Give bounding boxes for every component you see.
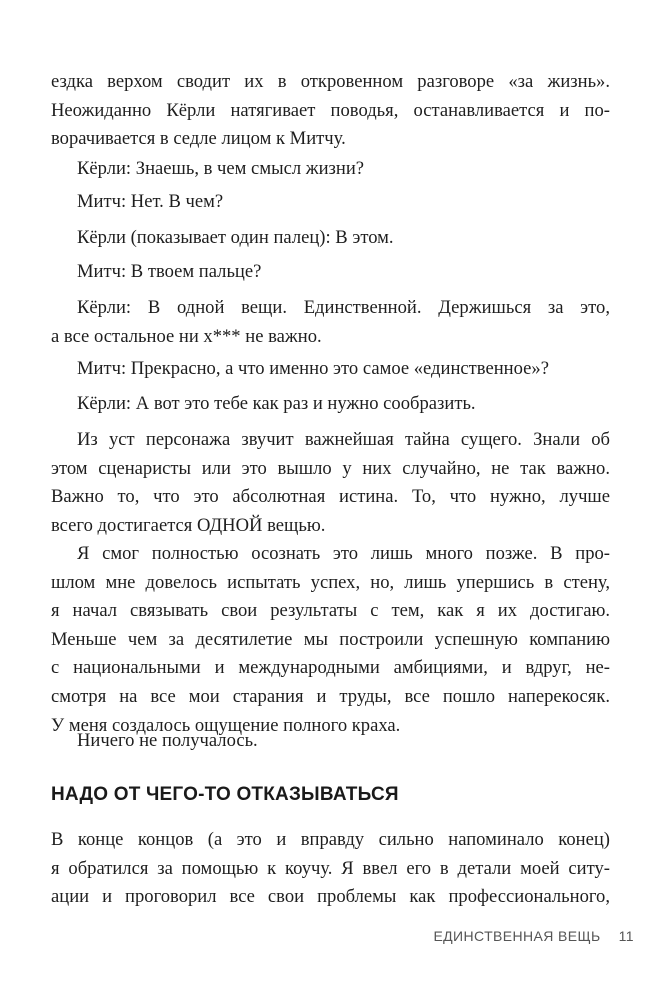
dialogue-line-1 [51,155,610,184]
dialogue-line-4 [51,258,610,287]
dialogue-line-6 [51,355,610,384]
text-line: Кёрли (показывает один палец): В этом. [77,227,394,248]
text-line: всего достигается ОДНОЙ вещью. [51,514,326,536]
text-line: Кёрли: А вот это тебе как раз и нужно сообразить. [77,393,476,414]
text-line: смотря на все мои старания и труды, все пошло наперекосяк. [51,685,610,707]
text-line: У меня создалось ощущение полного краха. [51,714,401,736]
text-line: шлом мне довелось испытать успех, но, лишь упершись в стену, [51,571,610,593]
text-line: этом сценаристы или это вышло у них случайно, не так важно. [51,457,610,479]
paragraph-realization [51,540,610,740]
text-line: Ничего не получалось. [77,730,258,751]
dialogue-line-5 [51,294,610,351]
text-line: Я смог полностью осознать это лишь много позже. В про- [77,543,610,564]
text-line: Митч: В твоем пальце? [77,261,262,282]
text-line: Митч: Нет. В чем? [77,191,224,212]
paragraph-nothing-worked [51,727,610,756]
running-title: ЕДИНСТВЕННАЯ ВЕЩЬ [433,928,601,944]
text-line: В конце концов (а это и вправду сильно напоминало конец) [51,829,610,850]
paragraph-truth [51,426,610,540]
text-line: с национальными и международными амбициями, и вдруг, не- [51,657,610,679]
paragraph-coach [51,826,610,912]
dialogue-line-7 [51,390,610,419]
text-line: Неожиданно Кёрли натягивает поводья, останавливается и по- [51,99,610,121]
text-line: ворачивается в седле лицом к Митчу. [51,128,346,150]
text-line: Меньше чем за десятилетие мы построили успешную компанию [51,628,610,650]
page-number: 11 [618,928,634,944]
text-line: Из уст персонажа звучит важнейшая тайна сущего. Знали об [77,429,610,450]
text-line: Митч: Прекрасно, а что именно это самое «единственное»? [77,358,549,379]
text-line: Кёрли: В одной вещи. Единственной. Держишься за это, [77,297,610,318]
text-line: а все остальное ни х*** не важно. [51,325,322,347]
text-line: я начал связывать свои результаты с тем, как я их достигаю. [51,600,610,622]
paragraph-intro [51,68,610,154]
text-line: Важно то, что это абсолютная истина. То, что нужно, лучше [51,486,610,508]
text-line: ации и проговорил все свои проблемы как профессионального, [51,886,610,908]
dialogue-line-2 [51,188,610,217]
text-line: ездка верхом сводит их в откровенном разговоре «за жизнь». [51,71,610,92]
section-heading: НАДО ОТ ЧЕГО-ТО ОТКАЗЫВАТЬСЯ [51,784,399,805]
text-line: я обратился за помощью к коучу. Я ввел его в детали моей ситу- [51,857,610,879]
page-footer [433,928,634,944]
text-line: Кёрли: Знаешь, в чем смысл жизни? [77,158,365,179]
dialogue-line-3 [51,224,610,253]
